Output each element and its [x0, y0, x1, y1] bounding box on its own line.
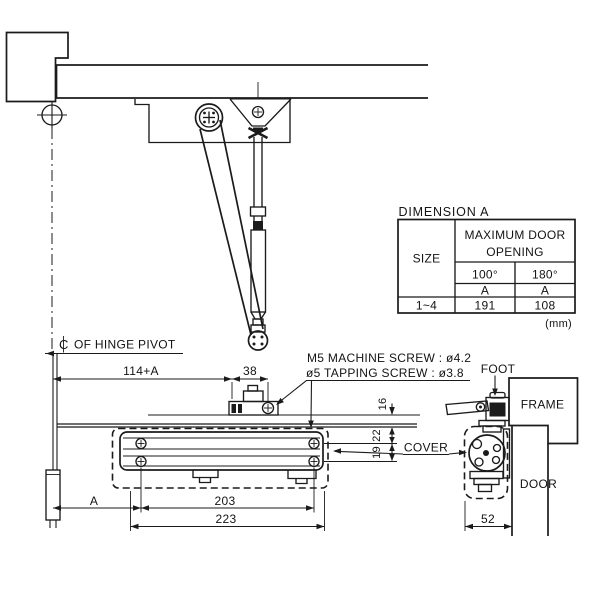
- table-angle-180: 180°: [531, 267, 559, 282]
- table-opening-header-1: MAXIMUM DOOR: [464, 228, 566, 242]
- arm-shoe: [229, 386, 278, 416]
- dimension-table: [398, 205, 575, 330]
- mounting-screw-top-left: [136, 439, 146, 449]
- table-value-100: 191: [474, 298, 496, 313]
- valve-nub-right: [288, 470, 316, 484]
- dim-203: 203: [214, 494, 236, 508]
- closer-body-front: [120, 432, 323, 484]
- arm-side: [446, 401, 489, 415]
- valve-nub-left: [193, 470, 218, 483]
- machine-screw-label: M5 MACHINE SCREW : ø4.2: [307, 351, 472, 365]
- mounting-screw-bottom-right: [309, 457, 319, 467]
- hinge-knuckle: [46, 470, 60, 528]
- cover-callout: [333, 441, 467, 456]
- hinge-pivot-note: [59, 336, 176, 353]
- dim-16: 16: [377, 397, 389, 411]
- dim-114A: 114+A: [123, 364, 159, 378]
- tapping-screw-label: ø5 TAPPING SCREW : ø3.8: [306, 366, 464, 380]
- foot-bracket: [486, 393, 509, 421]
- dim-223: 223: [215, 512, 237, 526]
- foot-label: FOOT: [480, 362, 516, 376]
- rod-anchor-nut: [249, 128, 268, 139]
- table-suba-180: A: [540, 283, 550, 298]
- table-title: DIMENSION A: [398, 205, 490, 219]
- table-value-180: 108: [534, 298, 556, 313]
- mounting-screw-bottom-left: [136, 457, 146, 467]
- dim-38: 38: [243, 364, 257, 378]
- foot-callout: [481, 362, 516, 396]
- dim-19: 19: [371, 446, 383, 459]
- frame-label: FRAME: [520, 397, 565, 412]
- table-units: (mm): [545, 318, 572, 330]
- table-opening-header-2: OPENING: [486, 245, 544, 259]
- table-suba-100: A: [480, 283, 490, 298]
- fork-bracket-plan: [230, 99, 291, 126]
- dim-52: 52: [481, 512, 495, 526]
- closer-body-side: [469, 429, 510, 492]
- cover-label: COVER: [403, 440, 449, 455]
- dim-22: 22: [371, 429, 383, 442]
- arm-pivot-screw: [196, 104, 223, 131]
- frame-section-plan: [7, 33, 69, 102]
- centerline-symbol: C: [59, 337, 69, 352]
- mounting-screw-top-right: [309, 439, 319, 449]
- annotations: [59, 336, 564, 491]
- dim-A: A: [89, 494, 99, 508]
- table-size-value: 1~4: [415, 298, 438, 313]
- screw-callout: [274, 351, 471, 428]
- door-rail-plan: [57, 65, 429, 98]
- hinge-pivot-marker: [37, 102, 67, 352]
- hinge-pivot-label: OF HINGE PIVOT: [74, 337, 176, 352]
- door-label: DOOR: [519, 477, 558, 491]
- plan-view: [7, 33, 429, 353]
- table-angle-100: 100°: [471, 267, 499, 282]
- mounting-plate-plan: [135, 99, 290, 143]
- table-size-header: SIZE: [412, 251, 441, 266]
